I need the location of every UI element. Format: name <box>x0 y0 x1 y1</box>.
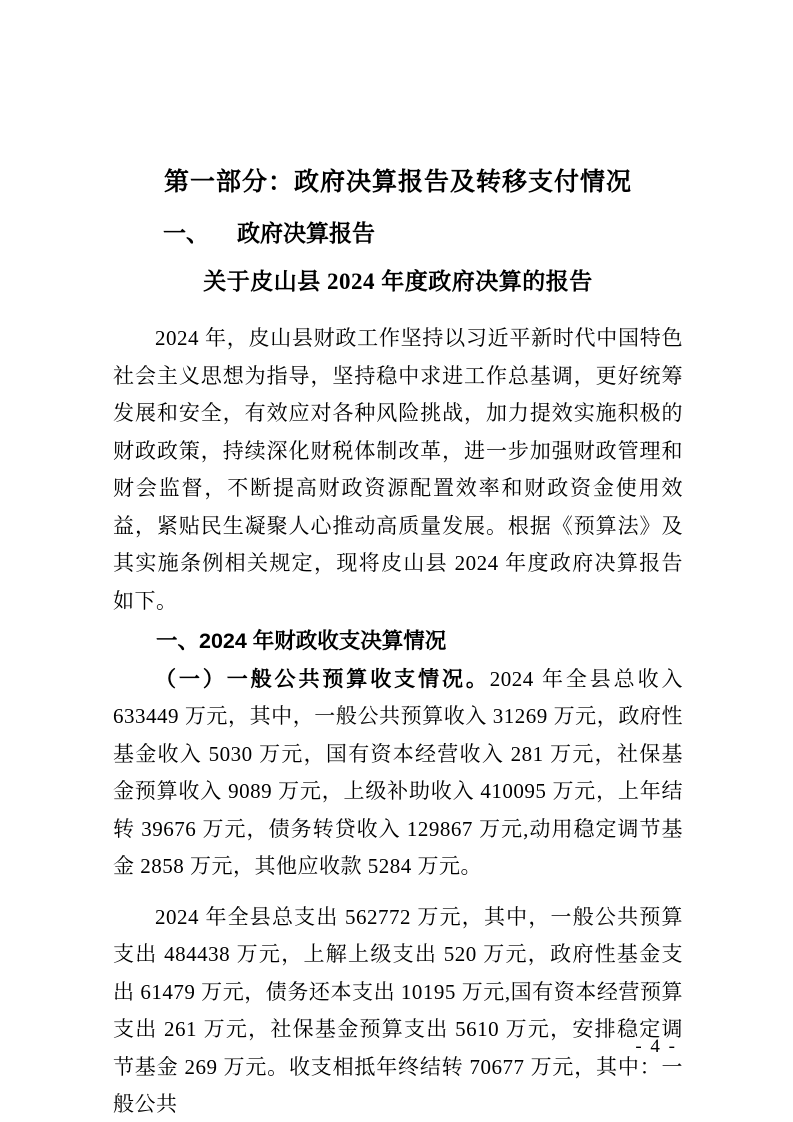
section-number: 一、 <box>163 220 209 246</box>
revenue-paragraph-body: 2024 年全县总收入 633449 万元，其中，一般公共预算收入 31269 万元，政府性基金收入 5030 万元，国有资本经营收入 281 万元，社保基金预算收入 9089 万元，上级补助收入 410095 万元，上年结转 39676 万元，债务转贷收入 129867 万元,动用稳定调节基金 2858 万元，其他应收款 5284 万元。 <box>113 666 684 878</box>
page-content <box>113 0 683 1122</box>
part-title: 第一部分：政府决算报告及转移支付情况 <box>163 168 632 196</box>
section-title: 政府决算报告 <box>237 221 375 246</box>
page-number: - 4 - <box>635 1036 677 1057</box>
revenue-paragraph <box>113 661 683 886</box>
expenditure-paragraph: 2024 年全县总支出 562772 万元，其中，一般公共预算支出 484438 万元，上解上级支出 520 万元，政府性基金支出 61479 万元，债务还本支出 10195 万元,国有资本经营预算支出 261 万元，社保基金预算支出 5610 万元，安排稳定调节基金 269 万元。收支相抵年终结转 70677 万元，其中：一般公共 <box>113 904 683 1116</box>
report-title: 关于皮山县 2024 年度政府决算的报告 <box>203 269 593 294</box>
revenue-paragraph-lead: （一）一般公共预算收支情况。 <box>155 666 490 691</box>
sub-heading: 一、2024 年财政收支决算情况 <box>156 629 447 653</box>
section-heading <box>113 219 683 248</box>
intro-paragraph: 2024 年，皮山县财政工作坚持以习近平新时代中国特色社会主义思想为指导，坚持稳中求进工作总基调，更好统筹发展和安全，有效应对各种风险挑战，加力提效实施积极的财政政策，持续深化财税体制改革，进一步加强财政管理和财会监督，不断提高财政资源配置效率和财政资金使用效益，紧贴民生凝聚人心推动高质量发展。根据《预算法》及其实施条例相关规定，现将皮山县 2024 年度政府决算报告如下。 <box>113 326 683 613</box>
